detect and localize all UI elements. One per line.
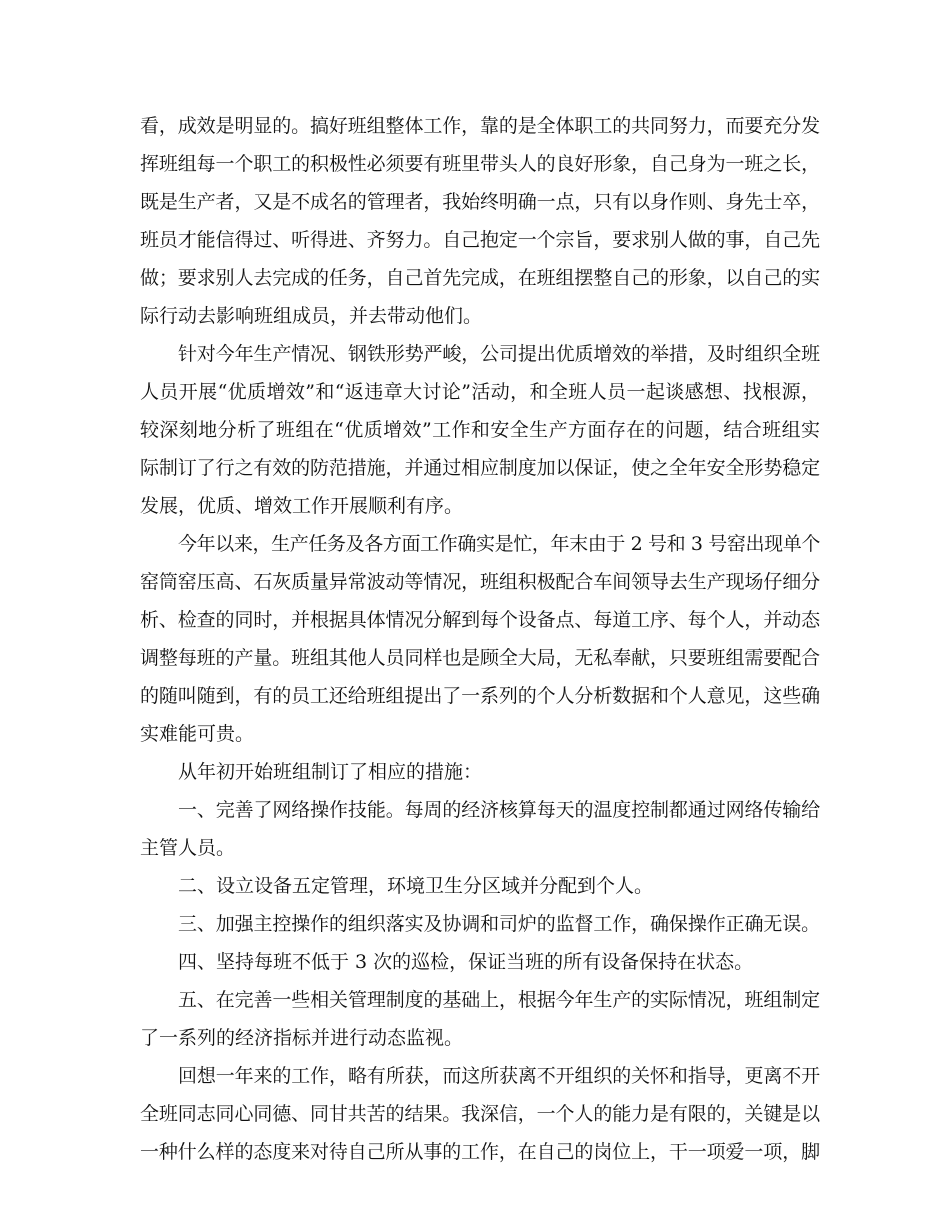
text-line: 看，成效是明显的。搞好班组整体工作，靠的是全体职工的共同努力，而要充分发 xyxy=(140,115,820,137)
text-line: 际制订了行之有效的防范措施，并通过相应制度加以保证，使之全年安全形势稳定 xyxy=(140,457,820,479)
text-line: 较深刻地分析了班组在“优质增效”工作和安全生产方面存在的问题，结合班组实 xyxy=(140,419,821,441)
text-line: 一种什么样的态度来对待自己所从事的工作，在自己的岗位上，干一项爱一项，脚 xyxy=(140,1141,820,1163)
text-line: 针对今年生产情况、钢铁形势严峻，公司提出优质增效的举措，及时组织全班 xyxy=(178,343,820,365)
text-line: 挥班组每一个职工的积极性必须要有班里带头人的良好形象，自己身为一班之长， xyxy=(140,153,820,175)
text-line: 窑筒窑压高、石灰质量异常波动等情况，班组积极配合车间领导去生产现场仔细分 xyxy=(140,571,820,593)
text-line: 发展，优质、增效工作开展顺利有序。 xyxy=(140,495,464,517)
text-line: 做；要求别人去完成的任务，自己首先完成，在班组摆整自己的形象，以自己的实 xyxy=(140,267,820,289)
text-line: 了一系列的经济指标并进行动态监视。 xyxy=(140,1027,464,1049)
text-line: 析、检查的同时，并根据具体情况分解到每个设备点、每道工序、每个人，并动态 xyxy=(140,609,820,631)
text-line: 班员才能信得过、听得进、齐努力。自己抱定一个宗旨，要求别人做的事，自己先 xyxy=(140,229,820,251)
text-line: 三、加强主控操作的组织落实及协调和司炉的监督工作，确保操作正确无误。 xyxy=(178,913,820,935)
text-line: 际行动去影响班组成员，并去带动他们。 xyxy=(140,305,483,327)
text-line: 一、完善了网络操作技能。每周的经济核算每天的温度控制都通过网络传输给 xyxy=(178,799,820,821)
text-line: 的随叫随到，有的员工还给班组提出了一系列的个人分析数据和个人意见，这些确 xyxy=(140,685,820,707)
text-line: 人员开展“优质增效”和“返违章大讨论”活动，和全班人员一起谈感想、找根源， xyxy=(140,381,821,403)
text-line: 调整每班的产量。班组其他人员同样也是顾全大局，无私奉献，只要班组需要配合 xyxy=(140,647,820,669)
text-line: 实难能可贵。 xyxy=(140,723,255,745)
text-line: 二、设立设备五定管理，环境卫生分区域并分配到个人。 xyxy=(178,875,654,897)
text-line: 四、坚持每班不低于 3 次的巡检，保证当班的所有设备保持在状态。 xyxy=(178,951,754,973)
text-line: 全班同志同心同德、同甘共苦的结果。我深信，一个人的能力是有限的，关键是以 xyxy=(140,1103,820,1125)
text-line: 从年初开始班组制订了相应的措施： xyxy=(178,761,483,783)
text-line: 既是生产者，又是不成名的管理者，我始终明确一点，只有以身作则、身先士卒， xyxy=(140,191,820,213)
text-line: 回想一年来的工作，略有所获，而这所获离不开组织的关怀和指导，更离不开 xyxy=(178,1065,820,1087)
text-line: 主管人员。 xyxy=(140,837,236,859)
text-line: 五、在完善一些相关管理制度的基础上，根据今年生产的实际情况，班组制定 xyxy=(178,989,820,1011)
document-body xyxy=(140,107,820,1171)
text-line: 今年以来，生产任务及各方面工作确实是忙，年末由于 2 号和 3 号窑出现单个 xyxy=(178,533,820,555)
